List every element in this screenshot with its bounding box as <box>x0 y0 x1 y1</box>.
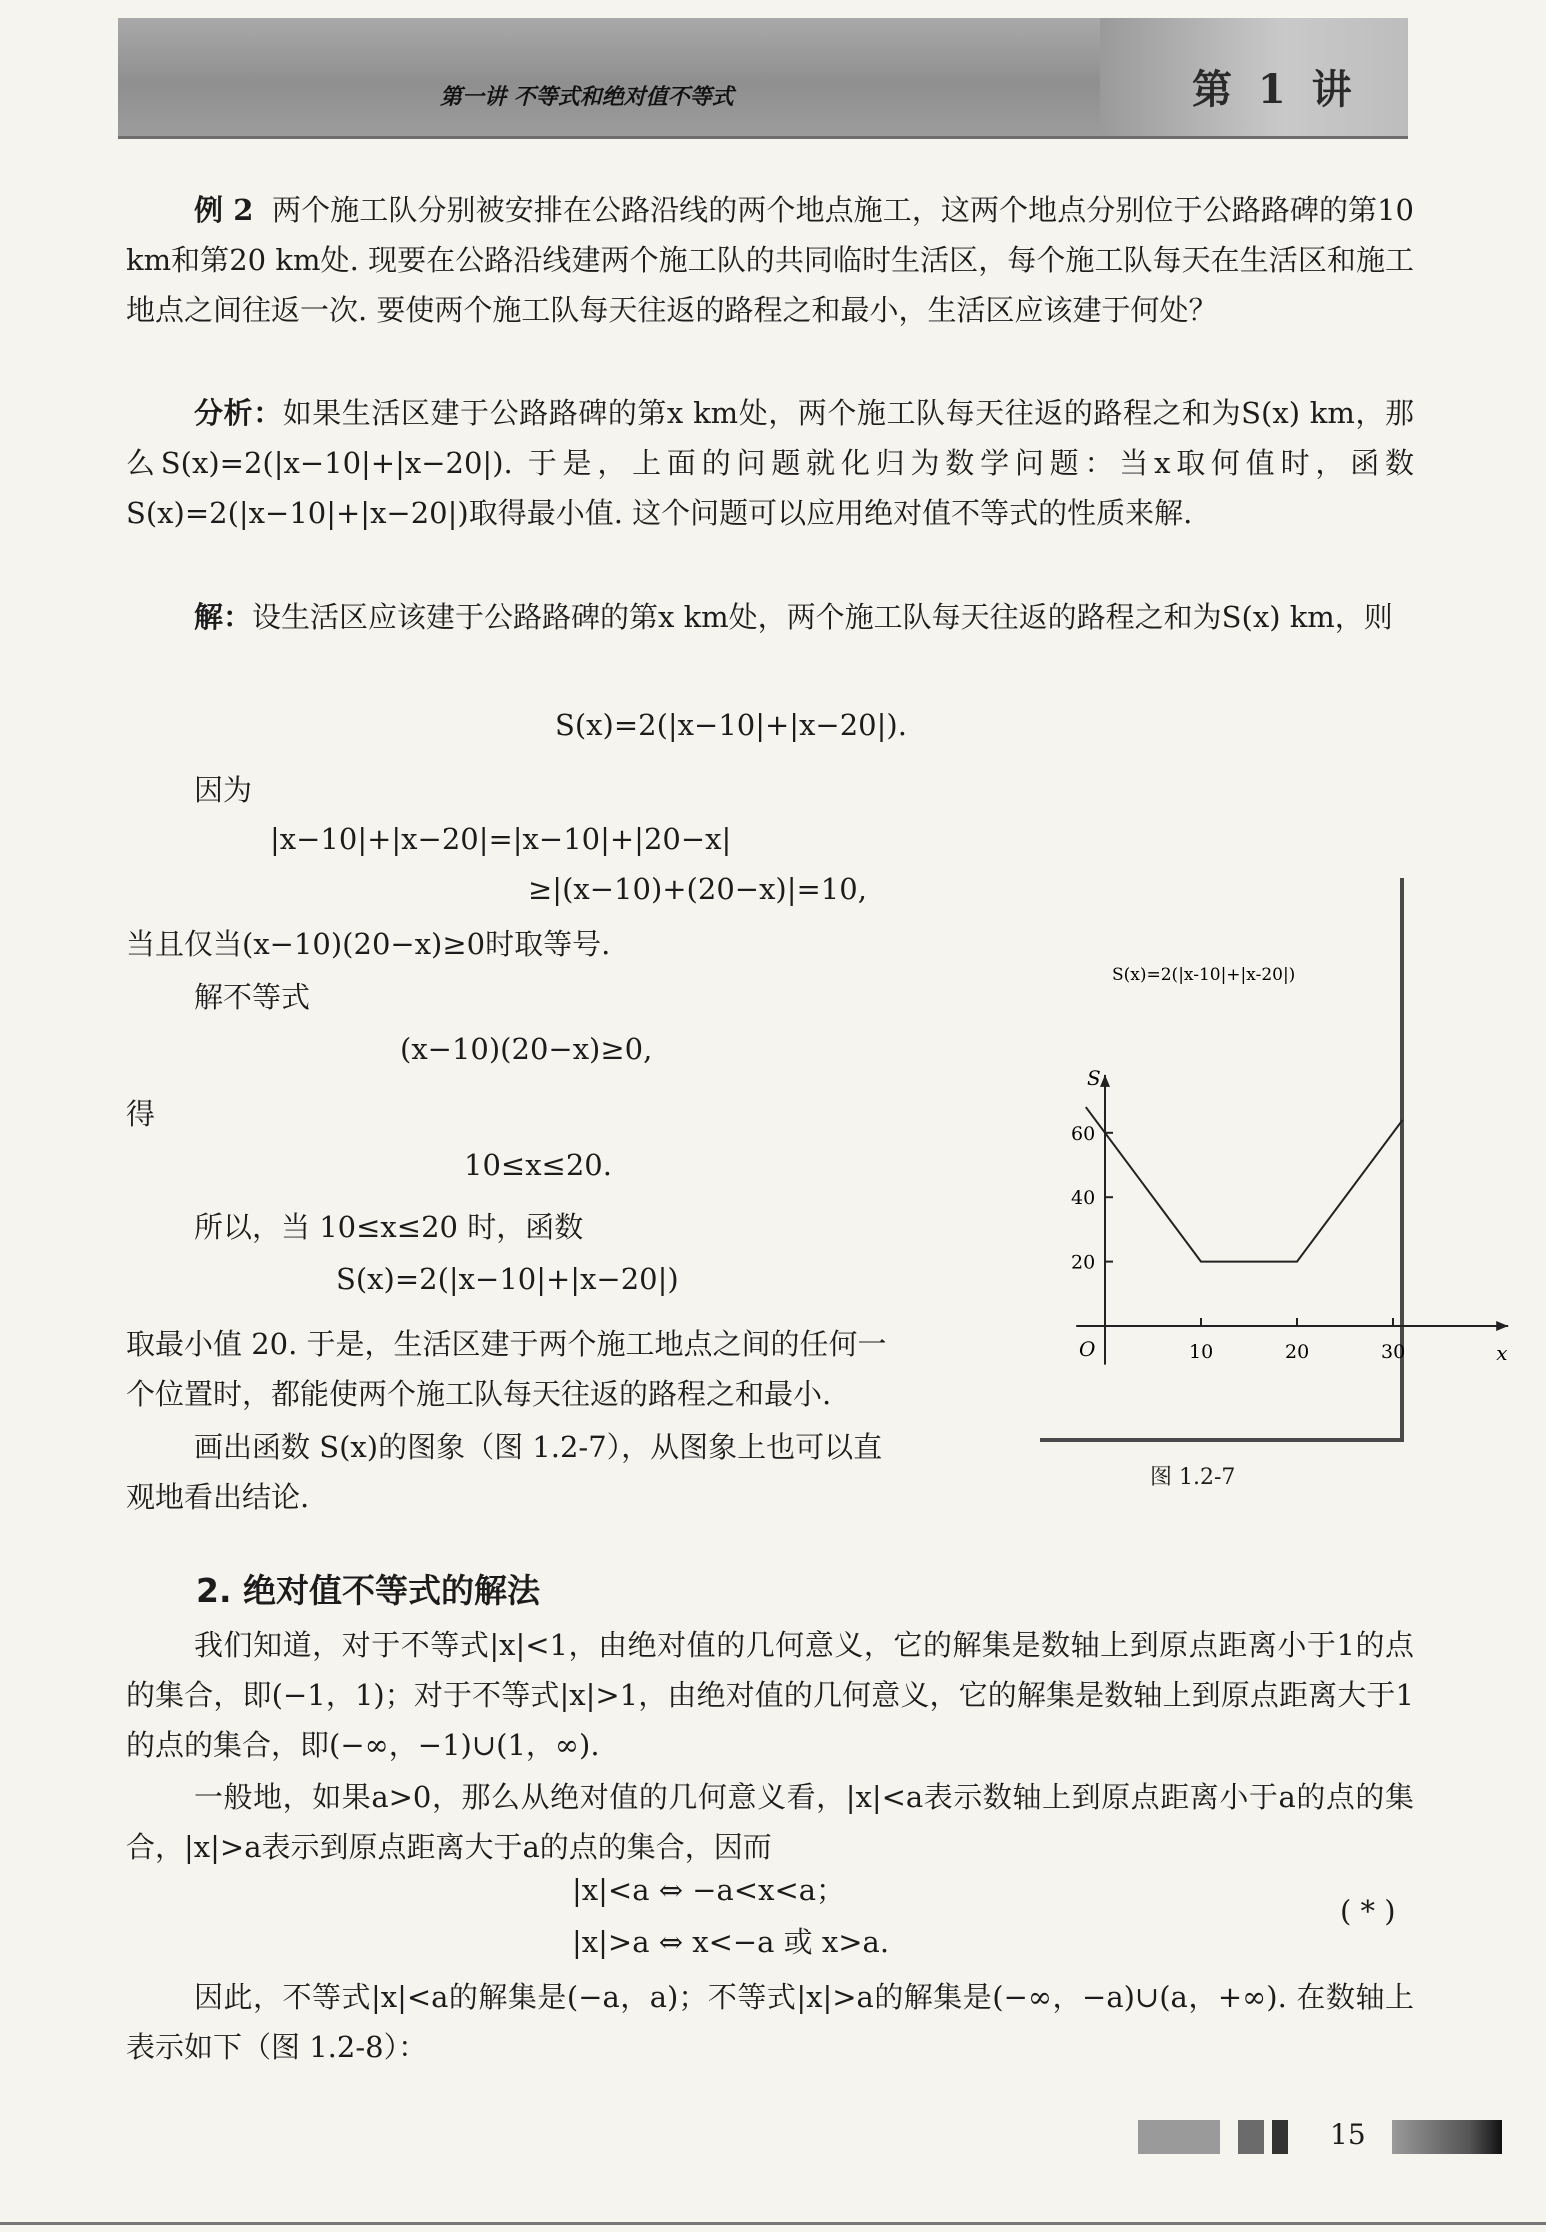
footer-decor-bar <box>1272 2120 1288 2154</box>
formula-s: S(x)=2(|x−10|+|x−20|). <box>555 708 907 742</box>
function-graph <box>1040 878 1508 1438</box>
x-axis-label: x <box>1496 1341 1508 1365</box>
function-label: S(x)=2(|x-10|+|x-20|) <box>1112 965 1296 985</box>
y-axis-arrow <box>1100 1075 1110 1087</box>
x-tick-label: 10 <box>1189 1341 1214 1363</box>
footer-decor-bar <box>1392 2120 1502 2154</box>
formula-product: (x−10)(20−x)≥0, <box>400 1032 653 1066</box>
formula-s-repeat: S(x)=2(|x−10|+|x−20|) <box>336 1262 679 1296</box>
graph-line2: 观地看出结论. <box>126 1480 310 1514</box>
x-tick-label: 30 <box>1381 1341 1406 1363</box>
y-tick-label: 40 <box>1071 1187 1096 1210</box>
origin-label: O <box>1079 1337 1096 1361</box>
so-text: 所以，当 10≤x≤20 时，函数 <box>194 1210 584 1244</box>
formula-triangle-1: |x−10|+|x−20|=|x−10|+|20−x| <box>270 822 732 856</box>
example-paragraph <box>126 185 1414 335</box>
figure-caption: 图 1.2-7 <box>1150 1465 1236 1490</box>
y-axis-label: S <box>1087 1065 1101 1090</box>
section2-paragraph2: 一般地，如果a>0，那么从绝对值的几何意义看，|x|<a表示数轴上到原点距离小于a的点的集合，|x|>a表示到原点距离大于a的点的集合，因而 <box>126 1780 1414 1864</box>
section2-paragraph3: 因此，不等式|x|<a的解集是(−a，a)；不等式|x|>a的解集是(−∞，−a)∪(a，+∞). 在数轴上表示如下（图 1.2-8）： <box>126 1980 1414 2064</box>
x-axis-arrow <box>1496 1321 1508 1331</box>
section-heading: 2. 绝对值不等式的解法 <box>196 1571 540 1610</box>
running-header-title: 第一讲 不等式和绝对值不等式 <box>440 85 734 110</box>
analysis-label: 分析： <box>194 396 283 430</box>
y-tick-label: 60 <box>1071 1122 1096 1145</box>
page-bottom-rule <box>0 2222 1546 2225</box>
graph-line1: 画出函数 S(x)的图象（图 1.2-7），从图象上也可以直 <box>194 1430 883 1464</box>
example-label: 例 2 <box>194 193 254 227</box>
x-tick-label: 20 <box>1285 1341 1310 1363</box>
min-value-line1: 取最小值 20. 于是，生活区建于两个施工地点之间的任何一 <box>126 1327 887 1361</box>
equivalence-less: |x|<a ⇔ −a<x<a； <box>572 1873 846 1907</box>
y-tick-label: 20 <box>1071 1251 1096 1274</box>
lecture-number: 第 1 讲 <box>1192 66 1358 113</box>
footer-decor-bar <box>1238 2120 1264 2154</box>
solve-inequality-text: 解不等式 <box>194 980 311 1014</box>
get-text: 得 <box>126 1097 156 1131</box>
solution-paragraph <box>126 592 1414 642</box>
equality-condition: 当且仅当(x−10)(20−x)≥0时取等号. <box>126 927 611 961</box>
analysis-text: 如果生活区建于公路路碑的第x km处，两个施工队每天往返的路程之和为S(x) km，那么S(x)=2(|x−10|+|x−20|). 于是，上面的问题就化归为数学问题：当x取何值时，函数S(x)=2(|x−10|+|x−20|)取得最小值. 这个问题可以应用绝对值不等式的性质来解. <box>126 396 1414 530</box>
solution-label: 解： <box>194 600 253 634</box>
because-text: 因为 <box>194 773 253 807</box>
example-text: 两个施工队分别被安排在公路沿线的两个地点施工，这两个地点分别位于公路路碑的第10 km和第20 km处. 现要在公路沿线建两个施工队的共同临时生活区，每个施工队每天在生活区和施工地点之间往返一次. 要使两个施工队每天往返的路程之和最小，生活区应该建于何处？ <box>126 193 1415 327</box>
footer-decor-bar <box>1138 2120 1220 2154</box>
solution-text: 设生活区应该建于公路路碑的第x km处，两个施工队每天往返的路程之和为S(x) km，则 <box>252 600 1393 634</box>
function-line <box>1086 1107 1403 1262</box>
equation-star: ( * ) <box>1340 1894 1396 1928</box>
min-value-line2: 个位置时，都能使两个施工队每天往返的路程之和最小. <box>126 1377 832 1411</box>
section2-paragraph1: 我们知道，对于不等式|x|<1，由绝对值的几何意义，它的解集是数轴上到原点距离小于1的点的集合，即(−1，1)；对于不等式|x|>1，由绝对值的几何意义，它的解集是数轴上到原点距离大于1的点的集合，即(−∞，−1)∪(1，∞). <box>126 1628 1414 1762</box>
formula-range: 10≤x≤20. <box>464 1148 612 1182</box>
analysis-paragraph <box>126 388 1414 538</box>
formula-triangle-2: ≥|(x−10)+(20−x)|=10, <box>528 872 867 906</box>
equivalence-greater: |x|>a ⇔ x<−a 或 x>a. <box>572 1925 890 1959</box>
page-number: 15 <box>1330 2118 1366 2151</box>
